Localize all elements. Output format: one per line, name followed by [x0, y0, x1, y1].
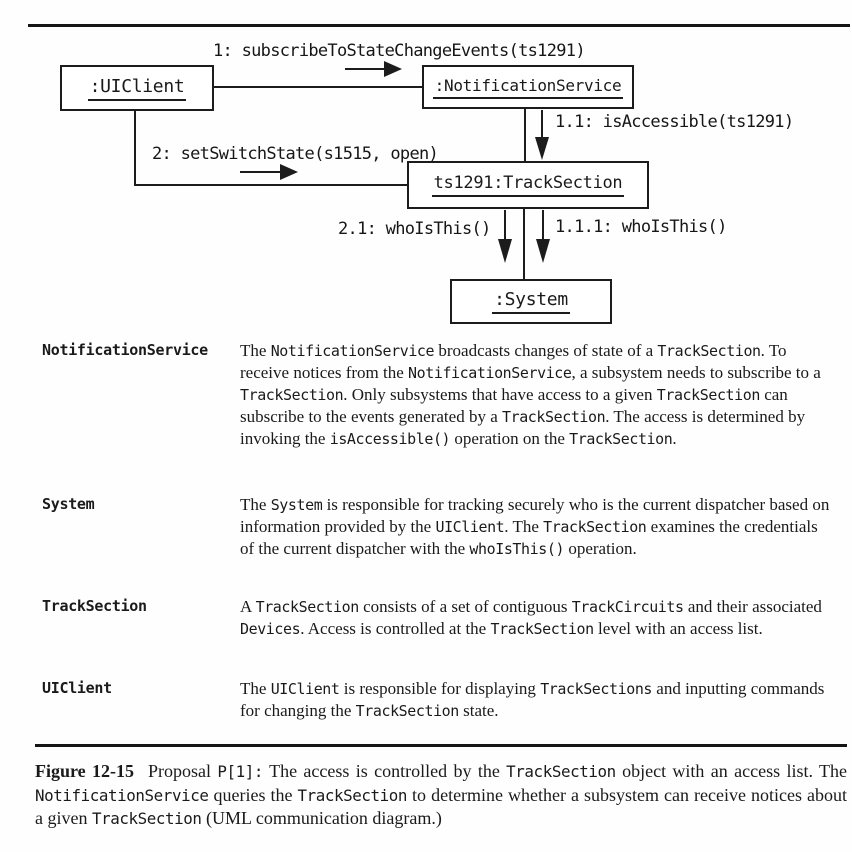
message-label-3: 2: setSwitchState(s1515, open) — [152, 144, 439, 164]
caption-rule — [35, 744, 847, 747]
text-segment: TrackCircuits — [571, 598, 684, 616]
message-arrow-1-right-icon — [345, 61, 402, 77]
message-arrow-4-down-icon — [498, 210, 512, 263]
text-segment: NotificationService — [408, 364, 572, 382]
figure-caption-text — [35, 761, 847, 828]
definition-term: NotificationService — [42, 341, 208, 359]
text-segment: . The access is determined by invoking the — [240, 407, 806, 448]
text-segment: UIClient — [435, 518, 505, 536]
text-segment: TrackSection — [240, 386, 344, 404]
text-segment: TrackSection — [656, 386, 760, 404]
text-segment: examines the credentials of the current dispatcher with the — [240, 517, 818, 558]
text-segment: UIClient — [270, 680, 340, 698]
text-segment: Devices — [240, 620, 301, 638]
text-segment: TrackSection — [502, 408, 606, 426]
text-segment: can subscribe to the events generated by a — [240, 385, 788, 426]
text-segment: queries the — [208, 784, 298, 805]
text-segment: whoIsThis() — [469, 540, 565, 558]
text-segment: System — [270, 496, 323, 514]
object-label-system: :System — [492, 289, 570, 314]
message-arrow-3-right-icon — [240, 164, 298, 180]
definition-term: TrackSection — [42, 597, 147, 615]
text-segment: operation. — [564, 539, 637, 558]
text-segment: . — [672, 429, 677, 448]
text-segment: consists of a set of contiguous — [358, 597, 572, 616]
text-segment: The access is controlled by the — [263, 761, 507, 781]
text-segment: TrackSection — [506, 762, 616, 781]
message-arrow-5-down-icon — [536, 210, 550, 263]
definition-description — [240, 596, 832, 640]
text-segment: operation on the — [450, 429, 570, 448]
object-box-notificationservice — [422, 65, 634, 109]
text-segment: TrackSection — [297, 785, 408, 805]
text-segment: to determine whether a subsystem can receive notices about a given — [35, 784, 848, 828]
figure-caption-label: Figure 12-15 — [35, 761, 135, 781]
message-label-4: 2.1: whoIsThis() — [338, 219, 491, 239]
definition-description — [240, 678, 832, 722]
object-box-uiclient — [60, 65, 214, 111]
text-segment: TrackSection — [355, 702, 459, 720]
text-segment: . Only subsystems that have access to a given — [343, 385, 657, 404]
object-box-system — [450, 279, 612, 324]
text-segment: . To receive notices from the — [240, 341, 787, 382]
text-segment: The — [240, 495, 271, 514]
text-segment: (UML communication diagram.) — [201, 808, 442, 828]
text-segment: TrackSection — [543, 518, 647, 536]
message-label-5: 1.1.1: whoIsThis() — [555, 217, 727, 237]
text-segment: NotificationService — [35, 785, 209, 805]
message-label-1: 1: subscribeToStateChangeEvents(ts1291) — [213, 41, 585, 61]
text-segment: . Access is controlled at the — [300, 619, 491, 638]
text-segment: NotificationService — [270, 342, 435, 360]
text-segment: , a subsystem needs to subscribe to a — [571, 363, 821, 382]
definition-term: UIClient — [42, 679, 112, 697]
object-box-tracksection — [407, 161, 649, 209]
definition-term: System — [42, 495, 95, 513]
text-segment: Proposal — [148, 761, 218, 781]
definition-description — [240, 494, 832, 560]
text-segment: level with an access list. — [593, 619, 763, 638]
text-segment: . The — [504, 517, 544, 536]
text-segment: and inputting commands for changing the — [240, 679, 825, 720]
object-label-uiclient: :UIClient — [88, 76, 187, 101]
text-segment: and their associated — [683, 597, 822, 616]
text-segment: TrackSection — [91, 809, 202, 828]
object-label-tracksection: ts1291:TrackSection — [432, 173, 625, 197]
object-label-notificationservice: :NotificationService — [433, 76, 624, 99]
text-segment: TrackSections — [540, 680, 653, 698]
text-segment: TrackSection — [255, 598, 359, 616]
text-segment: broadcasts changes of state of a — [434, 341, 658, 360]
text-segment: TrackSection — [569, 430, 673, 448]
definition-description — [240, 340, 832, 450]
text-segment: isAccessible() — [329, 430, 451, 448]
message-arrow-2-down-icon — [535, 110, 549, 160]
text-segment: A — [240, 597, 256, 616]
text-segment: TrackSection — [490, 620, 594, 638]
uml-communication-diagram — [0, 0, 852, 332]
text-segment: The — [240, 679, 271, 698]
text-segment: P[1]: — [217, 762, 264, 781]
text-segment: The — [240, 341, 271, 360]
text-segment: is responsible for tracking securely who is the current dispatcher based on information provided by the — [240, 495, 830, 536]
text-segment: state. — [458, 701, 499, 720]
message-label-2: 1.1: isAccessible(ts1291) — [555, 112, 794, 132]
text-segment: is responsible for displaying — [339, 679, 541, 698]
text-segment: TrackSection — [657, 342, 761, 360]
figure-caption — [35, 760, 847, 831]
text-segment: object with an access list. The — [615, 761, 848, 781]
